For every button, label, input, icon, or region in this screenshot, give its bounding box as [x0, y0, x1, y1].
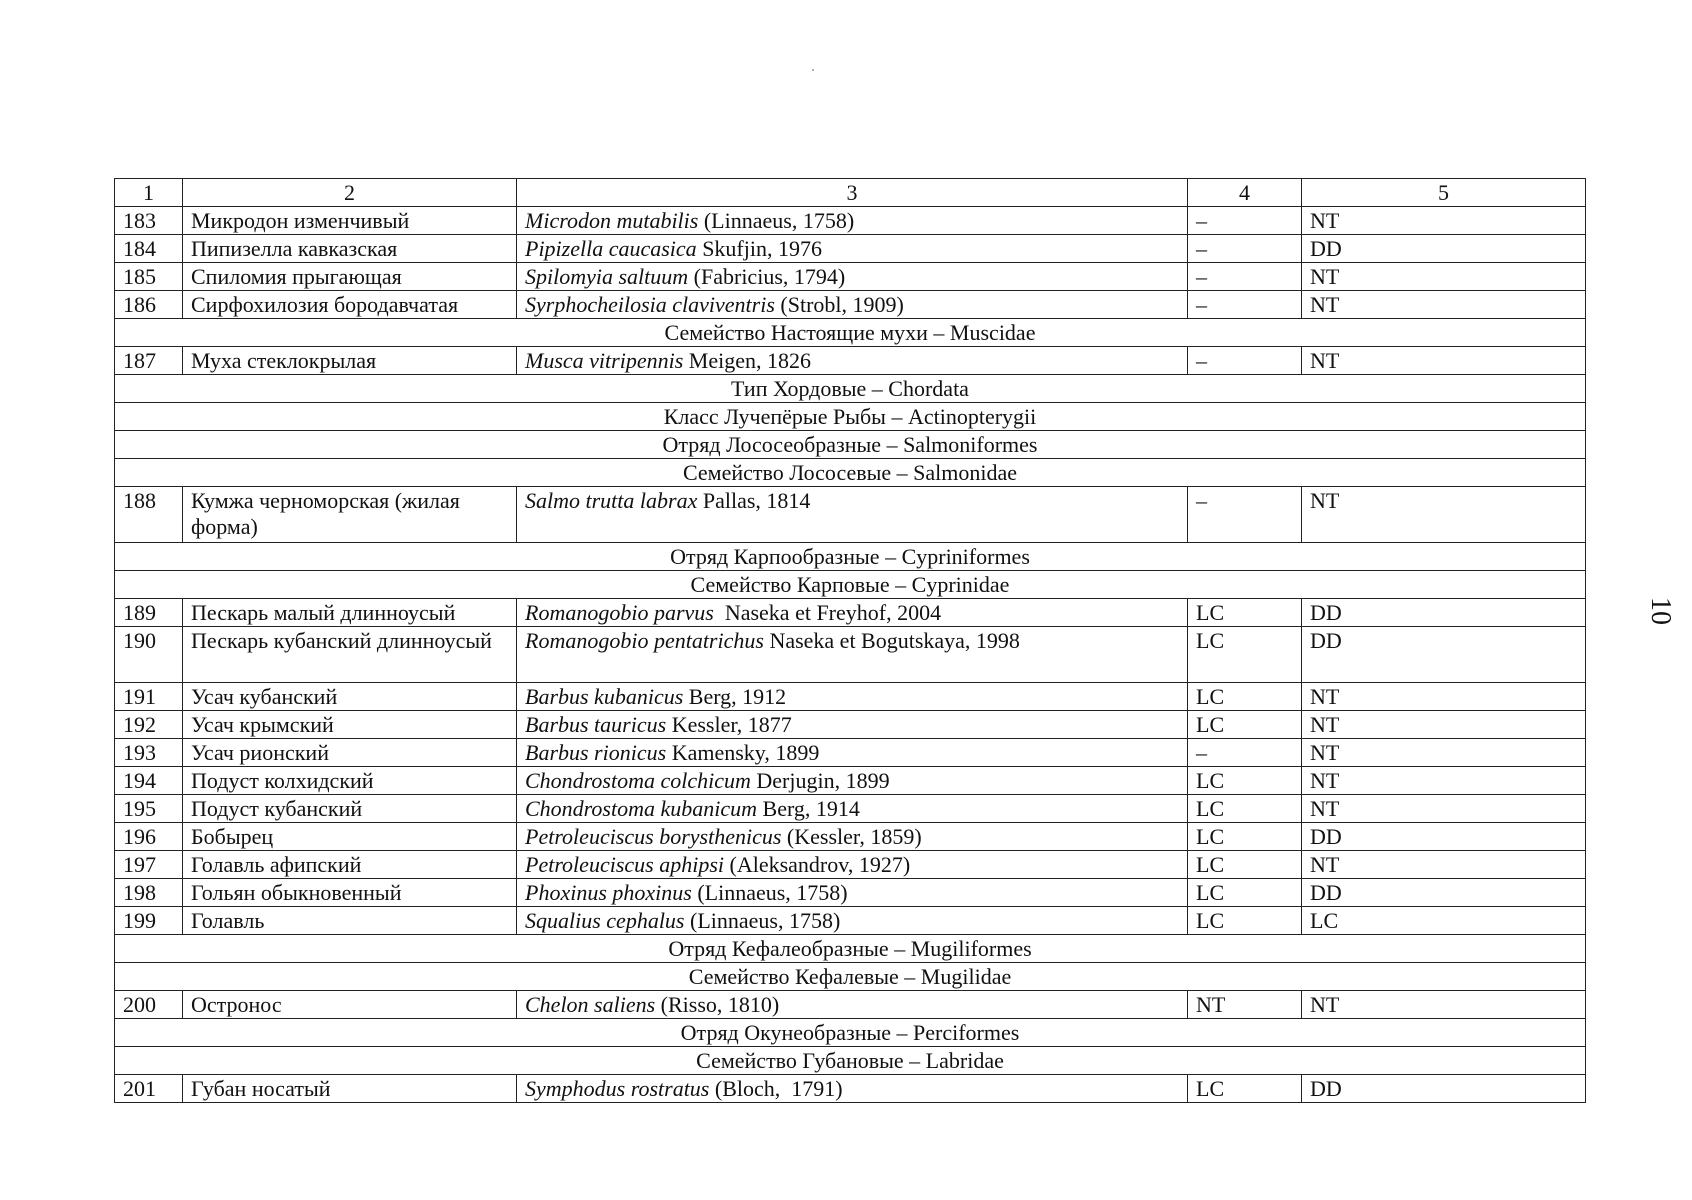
species-latin-name-cell [517, 263, 1188, 291]
page-number: 10 [1645, 597, 1676, 625]
taxon-group-row [115, 1047, 1586, 1075]
taxon-group-heading: Семейство Карповые – Cyprinidae [115, 571, 1586, 599]
species-number: 185 [115, 263, 183, 291]
species-latin-name-cell [517, 795, 1188, 823]
species-row [115, 739, 1586, 767]
species-number: 188 [115, 487, 183, 543]
species-latin-name-cell [517, 599, 1188, 627]
status-column-5: NT [1302, 767, 1586, 795]
status-column-4: – [1188, 207, 1302, 235]
species-latin-binomial: Phoxinus phoxinus [525, 880, 692, 905]
species-row [115, 347, 1586, 375]
status-column-5: NT [1302, 263, 1586, 291]
species-author-year: Kessler, 1877 [666, 712, 792, 737]
status-column-4: LC [1188, 767, 1302, 795]
species-author-year: Kamensky, 1899 [666, 740, 820, 765]
species-author-year: (Linnaeus, 1758) [698, 208, 855, 233]
species-number: 192 [115, 711, 183, 739]
species-russian-name: Голавль афипский [183, 851, 517, 879]
species-latin-name-cell [517, 851, 1188, 879]
species-author-year: (Risso, 1810) [655, 992, 780, 1017]
species-latin-name-cell [517, 291, 1188, 319]
column-number-header-row [115, 179, 1586, 207]
status-column-4: LC [1188, 795, 1302, 823]
taxon-group-row [115, 403, 1586, 431]
species-russian-name: Микродон изменчивый [183, 207, 517, 235]
species-latin-name-cell [517, 627, 1188, 683]
species-latin-binomial: Pipizella caucasica [525, 236, 697, 261]
table-body [115, 179, 1586, 1103]
species-russian-name: Гольян обыкновенный [183, 879, 517, 907]
species-number: 189 [115, 599, 183, 627]
species-latin-name-cell [517, 823, 1188, 851]
species-latin-name-cell [517, 683, 1188, 711]
species-number: 194 [115, 767, 183, 795]
species-russian-name: Усач крымский [183, 711, 517, 739]
species-author-year: Berg, 1914 [757, 796, 860, 821]
species-number: 195 [115, 795, 183, 823]
species-row [115, 851, 1586, 879]
species-latin-binomial: Salmo trutta labrax [525, 488, 698, 513]
status-column-4: LC [1188, 711, 1302, 739]
status-column-4: – [1188, 263, 1302, 291]
taxon-group-row [115, 459, 1586, 487]
status-column-5: NT [1302, 487, 1586, 543]
status-column-5: DD [1302, 1075, 1586, 1103]
taxon-group-heading: Тип Хордовые – Chordata [115, 375, 1586, 403]
column-header-2: 2 [183, 179, 517, 207]
taxon-group-row [115, 571, 1586, 599]
species-row [115, 683, 1586, 711]
species-latin-binomial: Romanogobio parvus [525, 600, 714, 625]
species-table [114, 178, 1586, 1103]
taxon-group-row [115, 1019, 1586, 1047]
status-column-4: – [1188, 235, 1302, 263]
species-table-container [114, 178, 1585, 1103]
species-russian-name: Спиломия прыгающая [183, 263, 517, 291]
species-row [115, 235, 1586, 263]
species-russian-name: Губан носатый [183, 1075, 517, 1103]
species-row [115, 795, 1586, 823]
species-number: 187 [115, 347, 183, 375]
status-column-5: DD [1302, 627, 1586, 683]
status-column-5: NT [1302, 711, 1586, 739]
species-latin-name-cell [517, 739, 1188, 767]
species-author-year: (Aleksandrov, 1927) [724, 852, 911, 877]
species-russian-name: Сирфохилозия бородавчатая [183, 291, 517, 319]
species-author-year: Pallas, 1814 [697, 488, 811, 513]
species-author-year: (Bloch, 1791) [709, 1076, 843, 1101]
species-row [115, 291, 1586, 319]
status-column-5: DD [1302, 235, 1586, 263]
taxon-group-heading: Отряд Кефалеобразные – Mugiliformes [115, 935, 1586, 963]
column-header-1: 1 [115, 179, 183, 207]
status-column-4: LC [1188, 851, 1302, 879]
species-latin-binomial: Petroleuciscus aphipsi [525, 852, 724, 877]
species-latin-binomial: Microdon mutabilis [525, 208, 699, 233]
status-column-4: – [1188, 291, 1302, 319]
status-column-4: LC [1188, 627, 1302, 683]
status-column-5: DD [1302, 879, 1586, 907]
species-latin-name-cell [517, 347, 1188, 375]
status-column-4: LC [1188, 907, 1302, 935]
species-row [115, 907, 1586, 935]
species-latin-binomial: Petroleuciscus borysthenicus [525, 824, 782, 849]
taxon-group-heading: Семейство Кефалевые – Mugilidae [115, 963, 1586, 991]
species-number: 199 [115, 907, 183, 935]
column-header-5: 5 [1302, 179, 1586, 207]
species-russian-name: Подуст колхидский [183, 767, 517, 795]
species-number: 191 [115, 683, 183, 711]
species-number: 184 [115, 235, 183, 263]
species-latin-name-cell [517, 235, 1188, 263]
species-number: 201 [115, 1075, 183, 1103]
species-row [115, 487, 1586, 543]
species-russian-name: Усач кубанский [183, 683, 517, 711]
species-latin-name-cell [517, 207, 1188, 235]
species-latin-binomial: Spilomyia saltuum [525, 264, 689, 289]
taxon-group-row [115, 431, 1586, 459]
species-latin-binomial: Barbus kubanicus [525, 684, 684, 709]
species-number: 196 [115, 823, 183, 851]
taxon-group-heading: Класс Лучепёрые Рыбы – Actinopterygii [115, 403, 1586, 431]
species-row [115, 879, 1586, 907]
species-author-year: (Linnaeus, 1758) [691, 880, 848, 905]
taxon-group-heading: Отряд Лососеобразные – Salmoniformes [115, 431, 1586, 459]
species-latin-binomial: Syrphocheilosia claviventris [525, 292, 775, 317]
species-russian-name: Бобырец [183, 823, 517, 851]
species-row [115, 207, 1586, 235]
species-row [115, 711, 1586, 739]
species-latin-binomial: Squalius cephalus [525, 908, 685, 933]
status-column-4: LC [1188, 1075, 1302, 1103]
column-header-4: 4 [1188, 179, 1302, 207]
scan-speck [812, 69, 814, 71]
species-author-year: Berg, 1912 [683, 684, 787, 709]
species-row [115, 991, 1586, 1019]
species-latin-binomial: Romanogobio pentatrichus [525, 628, 764, 653]
species-author-year: (Strobl, 1909) [774, 292, 904, 317]
status-column-5: DD [1302, 599, 1586, 627]
species-latin-name-cell [517, 879, 1188, 907]
species-row [115, 599, 1586, 627]
species-russian-name: Кумжа черноморская (жилая форма) [183, 487, 517, 543]
species-russian-name: Пескарь кубанский длинноусый [183, 627, 517, 683]
taxon-group-heading: Семейство Губановые – Labridae [115, 1047, 1586, 1075]
status-column-4: LC [1188, 879, 1302, 907]
species-latin-binomial: Barbus rionicus [525, 740, 667, 765]
species-number: 186 [115, 291, 183, 319]
species-russian-name: Пескарь малый длинноусый [183, 599, 517, 627]
status-column-4: – [1188, 487, 1302, 543]
species-row [115, 767, 1586, 795]
taxon-group-heading: Отряд Окунеобразные – Perciformes [115, 1019, 1586, 1047]
species-latin-name-cell [517, 487, 1188, 543]
status-column-5: NT [1302, 347, 1586, 375]
species-latin-binomial: Chondrostoma colchicum [525, 768, 751, 793]
species-number: 193 [115, 739, 183, 767]
species-number: 200 [115, 991, 183, 1019]
taxon-group-heading: Семейство Лососевые – Salmonidae [115, 459, 1586, 487]
status-column-4: LC [1188, 823, 1302, 851]
species-russian-name: Пипизелла кавказская [183, 235, 517, 263]
taxon-group-row [115, 375, 1586, 403]
status-column-5: NT [1302, 207, 1586, 235]
species-latin-binomial: Chelon saliens [525, 992, 656, 1017]
species-latin-binomial: Musca vitripennis [525, 348, 684, 373]
species-number: 183 [115, 207, 183, 235]
status-column-4: NT [1188, 991, 1302, 1019]
status-column-5: NT [1302, 683, 1586, 711]
species-russian-name: Усач рионский [183, 739, 517, 767]
column-header-3: 3 [517, 179, 1188, 207]
species-latin-name-cell [517, 711, 1188, 739]
species-author-year: Naseka et Freyhof, 2004 [713, 600, 942, 625]
species-latin-name-cell [517, 907, 1188, 935]
status-column-5: NT [1302, 739, 1586, 767]
status-column-4: – [1188, 347, 1302, 375]
species-latin-name-cell [517, 1075, 1188, 1103]
species-row [115, 627, 1586, 683]
species-number: 197 [115, 851, 183, 879]
species-author-year: Derjugin, 1899 [750, 768, 890, 793]
species-latin-binomial: Chondrostoma kubanicum [525, 796, 758, 821]
status-column-4: LC [1188, 599, 1302, 627]
taxon-group-row [115, 935, 1586, 963]
taxon-group-row [115, 543, 1586, 571]
species-latin-binomial: Barbus tauricus [525, 712, 667, 737]
species-author-year: (Fabricius, 1794) [688, 264, 846, 289]
taxon-group-heading: Отряд Карпообразные – Cypriniformes [115, 543, 1586, 571]
status-column-5: LC [1302, 907, 1586, 935]
species-russian-name: Голавль [183, 907, 517, 935]
status-column-4: LC [1188, 683, 1302, 711]
species-author-year: Naseka et Bogutskaya, 1998 [763, 628, 1020, 653]
species-author-year: (Kessler, 1859) [781, 824, 922, 849]
species-row [115, 823, 1586, 851]
species-row [115, 263, 1586, 291]
status-column-5: DD [1302, 823, 1586, 851]
species-russian-name: Муха стеклокрылая [183, 347, 517, 375]
status-column-5: NT [1302, 851, 1586, 879]
species-row [115, 1075, 1586, 1103]
species-latin-name-cell [517, 991, 1188, 1019]
species-russian-name: Остронос [183, 991, 517, 1019]
species-author-year: (Linnaeus, 1758) [684, 908, 841, 933]
species-number: 198 [115, 879, 183, 907]
species-number: 190 [115, 627, 183, 683]
taxon-group-heading: Семейство Настоящие мухи – Muscidae [115, 319, 1586, 347]
species-russian-name: Подуст кубанский [183, 795, 517, 823]
species-author-year: Skufjin, 1976 [696, 236, 822, 261]
status-column-5: NT [1302, 795, 1586, 823]
taxon-group-row [115, 319, 1586, 347]
status-column-4: – [1188, 739, 1302, 767]
status-column-5: NT [1302, 991, 1586, 1019]
status-column-5: NT [1302, 291, 1586, 319]
species-latin-binomial: Symphodus rostratus [525, 1076, 710, 1101]
taxon-group-row [115, 963, 1586, 991]
species-latin-name-cell [517, 767, 1188, 795]
species-author-year: Meigen, 1826 [683, 348, 811, 373]
